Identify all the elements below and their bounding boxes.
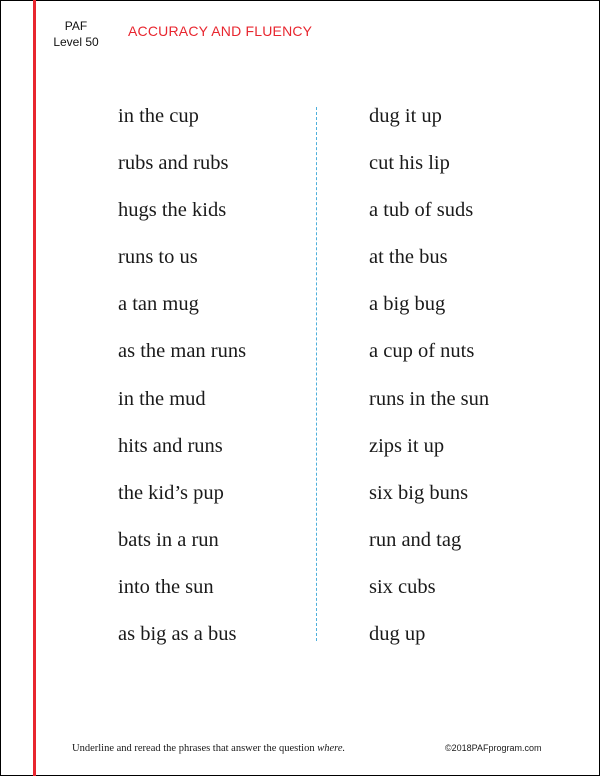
program-level-label	[46, 18, 106, 50]
phrase-item: into the sun	[118, 575, 214, 598]
page-title: ACCURACY AND FLUENCY	[128, 23, 313, 39]
phrase-item: dug it up	[369, 105, 442, 127]
phrase-item: bats in a run	[118, 528, 219, 551]
phrase-item: hugs the kids	[118, 199, 227, 222]
program-name: PAF	[64, 19, 88, 33]
phrase-item: cut his lip	[369, 152, 450, 175]
red-margin-line	[33, 0, 36, 776]
phrase-item: a tub of suds	[369, 199, 474, 222]
right-phrase-column	[369, 101, 489, 666]
phrase-item: a big bug	[369, 293, 446, 316]
phrase-item: in the mud	[118, 387, 206, 410]
column-divider	[316, 107, 317, 641]
phrase-item: as big as a bus	[118, 623, 237, 646]
phrase-item: runs to us	[118, 246, 198, 269]
phrase-item: run and tag	[369, 528, 462, 551]
instruction-prefix: Underline and reread the phrases that answer the question	[72, 743, 318, 754]
phrase-item: the kid’s pup	[118, 481, 224, 504]
copyright-text: ©2018PAFprogram.com	[445, 743, 542, 753]
left-phrase-column	[118, 101, 246, 666]
phrase-item: a tan mug	[118, 293, 199, 316]
phrase-item: runs in the sun	[369, 387, 490, 410]
level-label: Level 50	[53, 35, 99, 49]
phrase-item: rubs and rubs	[118, 152, 229, 175]
phrase-item: in the cup	[118, 105, 199, 127]
phrase-item: at the bus	[369, 246, 448, 269]
phrase-item: as the man runs	[118, 340, 247, 363]
phrase-item: dug up	[369, 623, 426, 646]
instruction-emphasis: where.	[317, 743, 346, 754]
phrase-item: six cubs	[369, 575, 436, 598]
phrase-item: hits and runs	[118, 434, 223, 457]
phrase-item: zips it up	[369, 434, 445, 457]
phrase-item: a cup of nuts	[369, 340, 475, 363]
instruction-text	[72, 743, 345, 754]
phrase-item: six big buns	[369, 481, 469, 504]
